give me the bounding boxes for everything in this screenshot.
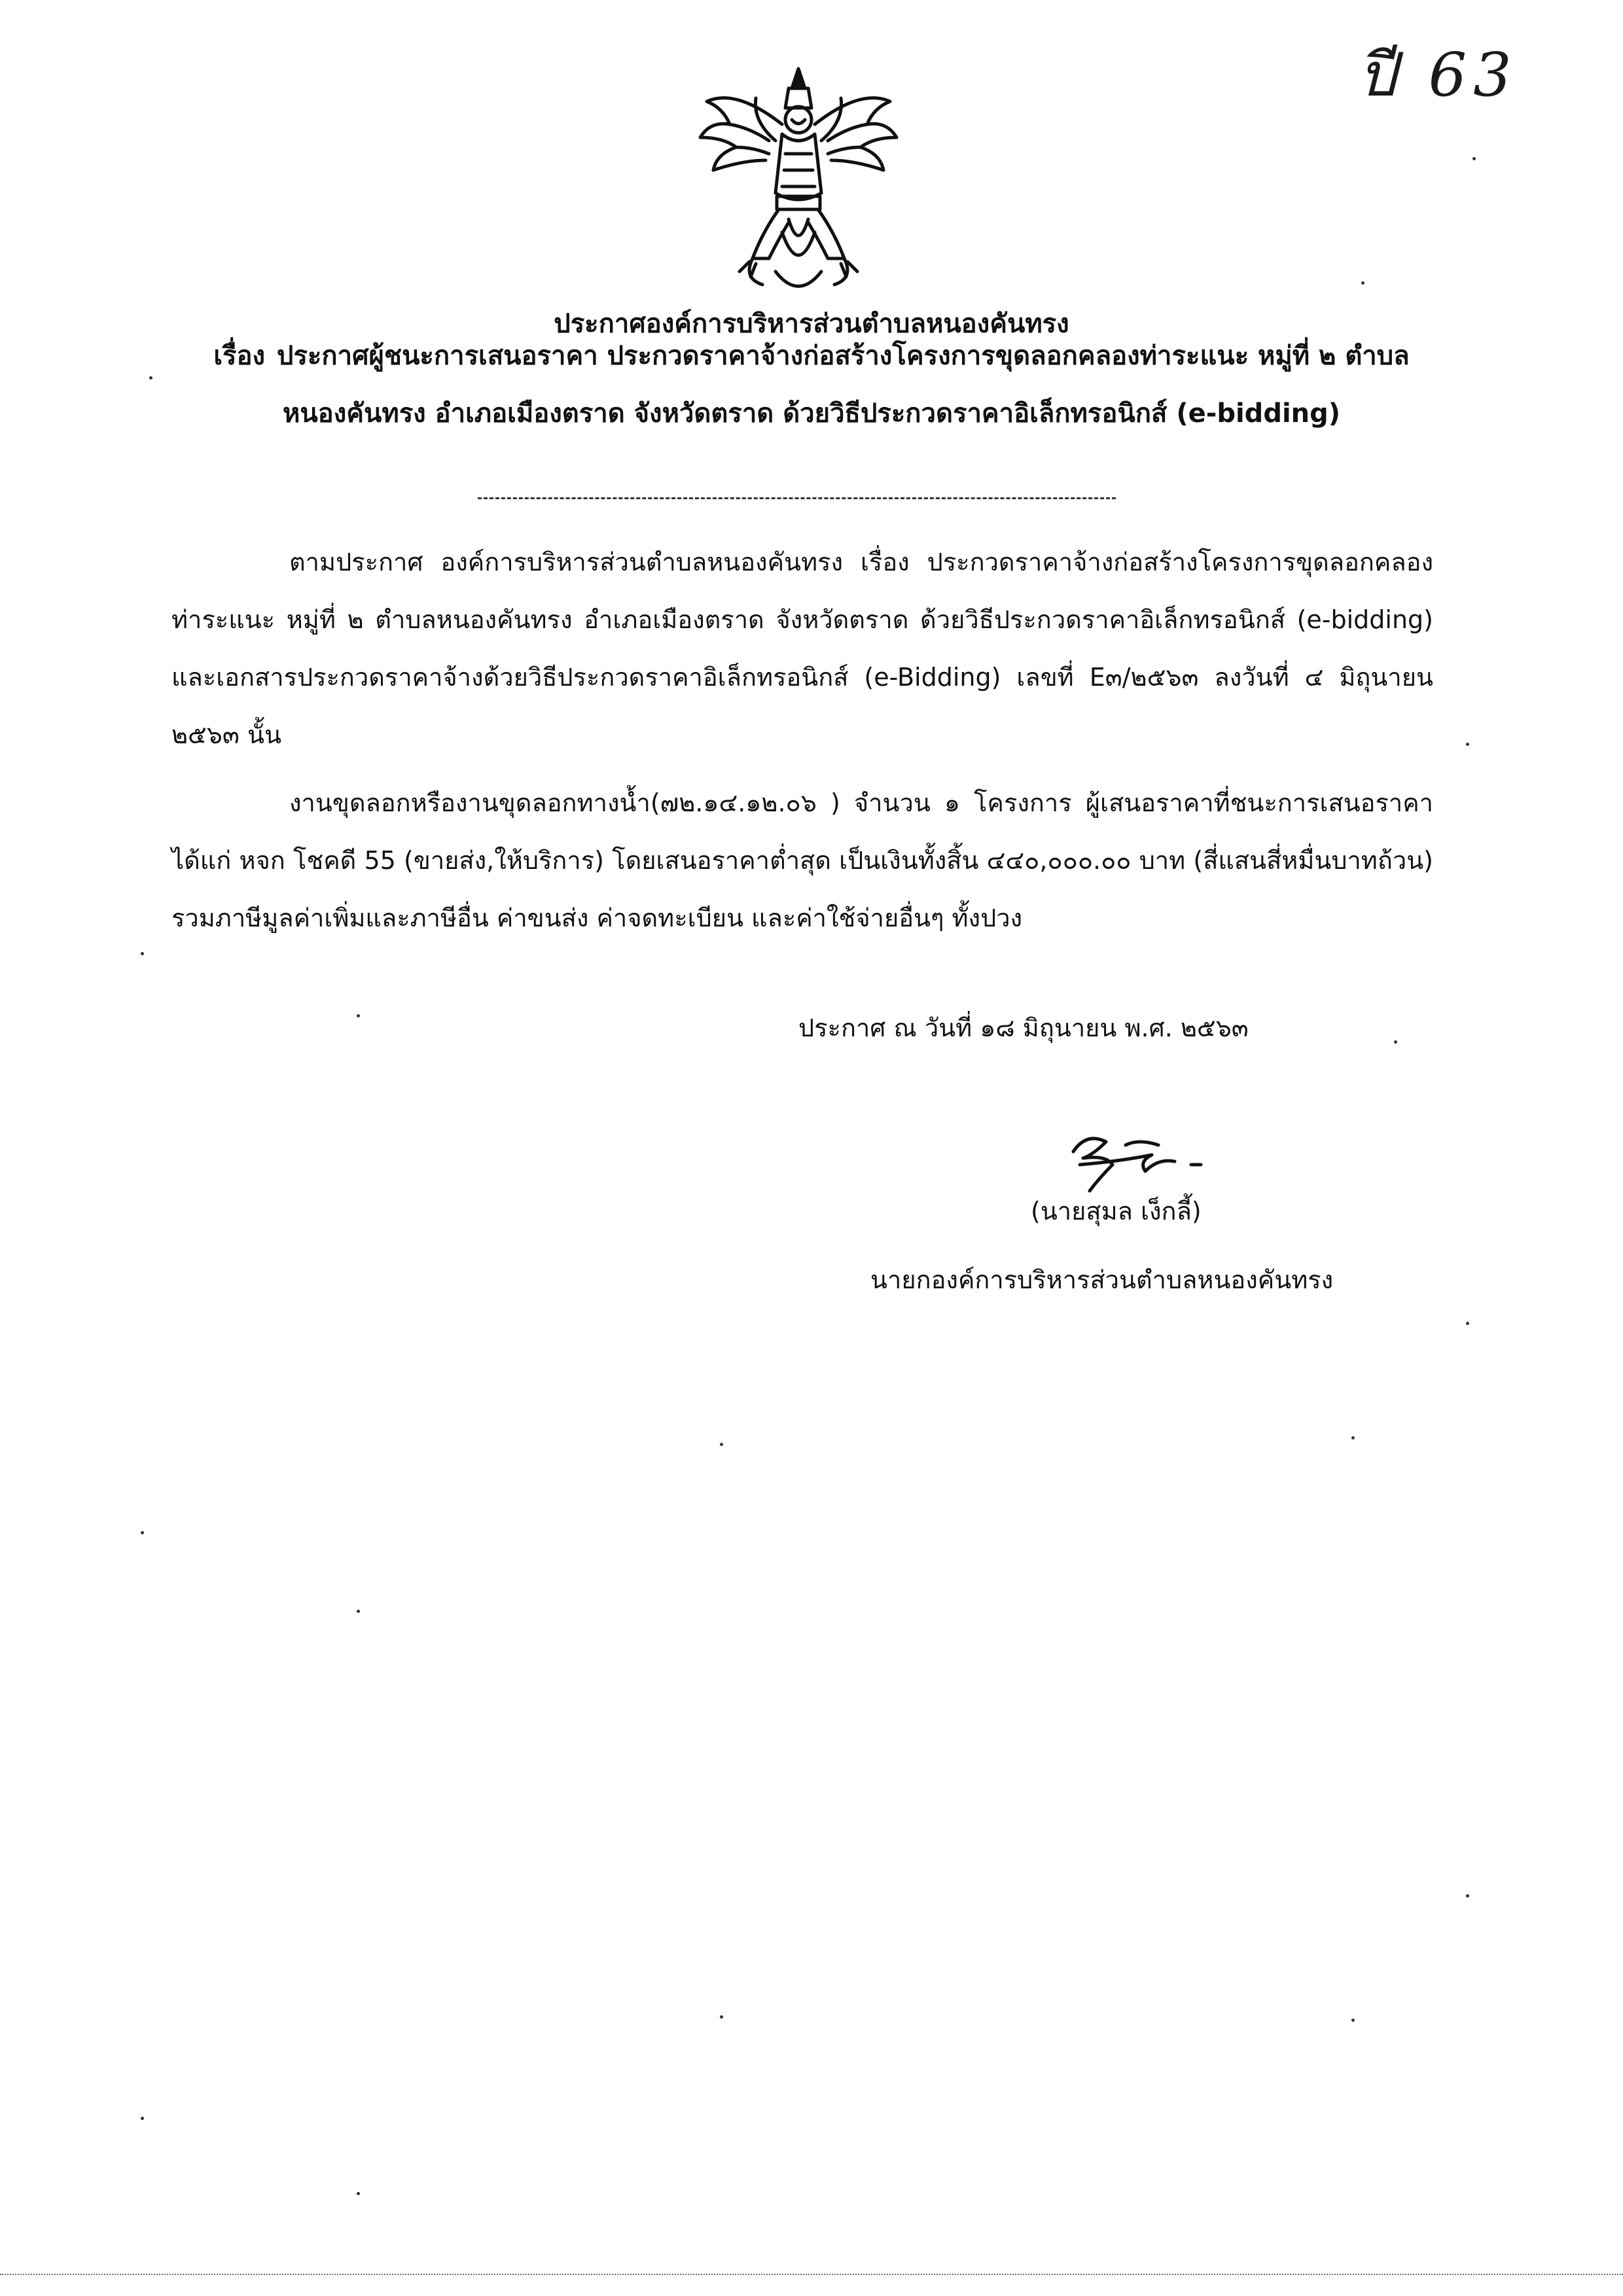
- scan-speck: [1351, 2019, 1355, 2022]
- scan-speck: [720, 2015, 723, 2019]
- body-paragraph-1: [171, 533, 1433, 764]
- scan-edge-line: [0, 2274, 1623, 2275]
- scan-speck: [1466, 743, 1469, 746]
- document-title: ประกาศองค์การบริหารส่วนตำบลหนองคันทรง: [554, 309, 1069, 339]
- scan-speck: [1361, 281, 1364, 285]
- paragraph-1-text: ตามประกาศ องค์การบริหารส่วนตำบลหนองคันทรง เรื่อง ประกวดราคาจ้างก่อสร้างโครงการขุดลอกคลองท่าระแนะ หมู่ที่ ๒ ตำบลหนองคันทรง อำเภอเมืองตราด จังหวัดตราด ด้วยวิธีประกวดราคาอิเล็กทรอนิกส์ (e-bidding) และเอกสารประกวดราคาจ้างด้วยวิธีประกวดราคาอิเล็กทรอนิกส์ (e-Bidding) เลขที่ E๓/๒๕๖๓ ลงวันที่ ๔ มิถุนายน ๒๕๖๓ นั้น: [171, 548, 1433, 749]
- garuda-emblem-icon: [690, 62, 906, 304]
- handwritten-signature-icon: [1060, 1125, 1230, 1197]
- subject-line-2: หนองคันทรง อำเภอเมืองตราด จังหวัดตราด ด้วยวิธีประกวดราคาอิเล็กทรอนิกส์ (e-bidding): [282, 398, 1341, 429]
- scan-speck: [141, 952, 144, 955]
- subject-text-1: ประกาศผู้ชนะการเสนอราคา ประกวดราคาจ้างก่อสร้างโครงการขุดลอกคลองท่าระแนะ หมู่ที่ ๒ ตำบล: [277, 341, 1410, 371]
- scan-speck: [1351, 1436, 1355, 1439]
- signatory-position: นายกองค์การบริหารส่วนตำบลหนองคันทรง: [870, 1265, 1334, 1294]
- subject-label: เรื่อง: [213, 341, 266, 371]
- scan-speck: [141, 1531, 144, 1534]
- scan-speck: [357, 1610, 360, 1613]
- scan-speck: [720, 1443, 723, 1446]
- scan-speck: [1466, 1894, 1469, 1898]
- subject-line-1: [177, 327, 1446, 385]
- scan-speck: [1472, 157, 1476, 160]
- body-paragraph-2: [171, 774, 1433, 947]
- subject-block: [177, 327, 1446, 442]
- scan-speck: [1394, 1040, 1397, 1044]
- handwritten-note: ปี 63: [1358, 40, 1518, 110]
- paragraph-2-text: งานขุดลอกหรืองานขุดลอกทางน้ำ(๗๒.๑๔.๑๒.๐๖ ) จำนวน ๑ โครงการ ผู้เสนอราคาที่ชนะการเสนอราคา ได้แก่ หจก โชคดี 55 (ขายส่ง,ให้บริการ) โดยเสนอราคาต่ำสุด เป็นเงินทั้งสิ้น ๔๔๐,๐๐๐.๐๐ บาท (สี่แสนสี่หมื่นบาทถ้วน) รวมภาษีมูลค่าเพิ่มและภาษีอื่น ค่าขนส่ง ค่าจดทะเบียน และค่าใช้จ่ายอื่นๆ ทั้งปวง: [171, 788, 1433, 932]
- announcement-date: ประกาศ ณ วันที่ ๑๘ มิถุนายน พ.ศ. ๒๕๖๓: [798, 1014, 1249, 1042]
- scan-speck: [141, 2117, 144, 2120]
- divider-line: [478, 497, 1116, 499]
- signatory-name: (นายสุมล เง็กลี้): [1031, 1197, 1202, 1226]
- scan-speck: [1466, 1322, 1469, 1325]
- scan-speck: [149, 376, 152, 380]
- scan-speck: [357, 2192, 360, 2195]
- scan-speck: [357, 1014, 360, 1017]
